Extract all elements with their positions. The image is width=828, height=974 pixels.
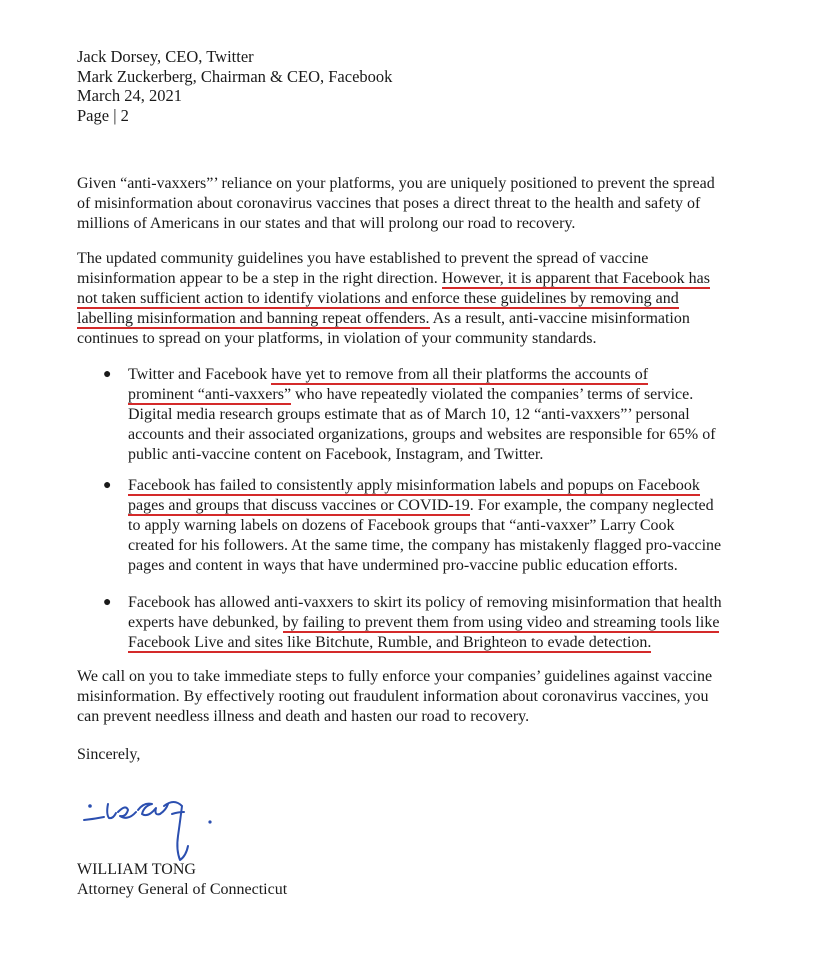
underlined-text: Facebook Live and sites like Bitchute, Rumble, and Brighteon to evade detection. — [128, 634, 652, 651]
underlined-text: labelling misinformation and banning repeat offenders. — [77, 310, 430, 327]
underlined-text: pages and groups that discuss vaccines or COVID-19 — [128, 497, 470, 514]
bullet-icon: ● — [103, 478, 112, 493]
bullet-icon: ● — [103, 595, 112, 610]
recipient-line-1: Jack Dorsey, CEO, Twitter — [77, 47, 254, 66]
paragraph-1: Given “anti-vaxxers”’ reliance on your platforms, you are uniquely positioned to prevent the spread of misinformation about coronavirus vaccines that poses a direct threat to the health and safety of millions of Americans in our states and that will prolong our road to recovery. — [77, 175, 715, 232]
underlined-text: have yet to remove from all their platforms the accounts of — [271, 366, 649, 383]
bullet-icon: ● — [103, 367, 112, 382]
letter-page: Jack Dorsey, CEO, Twitter Mark Zuckerberg, Chairman & CEO, Facebook March 24, 2021 Page | 2 Given “anti-vaxxers”’ reliance on your platforms, you are uniquely positioned to prevent the spread of misinformation about coronavirus vaccines that poses a direct threat to the health and safety of millions of Americans in our states and that will prolong our road to recovery. The updated community guidelines you have established to prevent the spread of vaccine misinformation appear to be a step in the right direction. However, it is apparent that Facebook has not taken sufficient action to identify violations and enforce these guidelines by removing and labelling misinformation and banning repeat offenders. As a result, anti-vaccine misinformation continues to spread on your platforms, in violation of your community standards. ● Twitter and Facebook have yet to remove from all their platforms the accounts of prominent “anti-vaxxers” who have repeatedly violated the companies’ terms of service. Digital media research groups estimate that as of March 10, 12 “anti-vaxxers”’ personal accounts and their associated organizations, groups and websites are responsible for 65% of public anti-vaccine content on Facebook, Instagram, and Twitter. ● Facebook has failed to consistently apply misinformation labels and popups on Facebook pages and groups that discuss vaccines or COVID-19. For example, the company neglected to apply warning labels on dozens of Facebook groups that “anti-vaxxer” Larry Cook created for his followers. At the same time, the company has mistakenly flagged pro-vaccine pages and content in ways that have undermined pro-vaccine public education efforts. ● Facebook has allowed anti-vaxxers to skirt its policy of removing misinformation that health experts have debunked, by failing to prevent them from using video and streaming tools like Facebook Live and sites like Bitchute, Rumble, and Brighteon to evade detection. We call on you to take immediate steps to fully enforce your companies’ guidelines against vaccine misinformation. By effectively rooting out fraudulent information about coronavirus vaccines, you can prevent needless illness and death and hasten our road to recovery. Sincerely, WILLIAM TONG Attorney General of Connecticut — [0, 0, 828, 974]
letter-date: March 24, 2021 — [77, 86, 182, 105]
underlined-text: However, it is apparent that Facebook has — [441, 270, 710, 287]
signature-image — [82, 784, 252, 864]
closing-salutation: Sincerely, — [77, 746, 141, 763]
paragraph-3: We call on you to take immediate steps to fully enforce your companies’ guidelines against vaccine misinformation. By effectively rooting out fraudulent information about coronavirus vaccines, you can prevent needless illness and death and hasten our road to recovery. — [77, 668, 713, 725]
recipient-line-2: Mark Zuckerberg, Chairman & CEO, Facebook — [77, 66, 393, 86]
signer-title: Attorney General of Connecticut — [77, 881, 288, 898]
letter-header — [77, 47, 392, 125]
signature-block — [77, 860, 287, 900]
page-number: Page | 2 — [77, 105, 129, 125]
paragraph-2: The updated community guidelines you have established to prevent the spread of vaccine misinformation appear to be a step in the right direction. However, it is apparent that Facebook has not taken sufficient action to identify violations and enforce these guidelines by removing and labelling misinformation and banning repeat offenders. As a result, anti-vaccine misinformation continues to spread on your platforms, in violation of your community standards. — [77, 250, 710, 347]
signer-name: WILLIAM TONG — [77, 861, 196, 878]
underlined-text: not taken sufficient action to identify violations and enforce these guidelines by removing and — [77, 290, 679, 307]
underlined-text: by failing to prevent them from using video and streaming tools like — [282, 614, 720, 631]
underlined-text: prominent “anti-vaxxers” — [128, 386, 292, 403]
underlined-text: Facebook has failed to consistently apply misinformation labels and popups on Facebook — [128, 477, 700, 494]
